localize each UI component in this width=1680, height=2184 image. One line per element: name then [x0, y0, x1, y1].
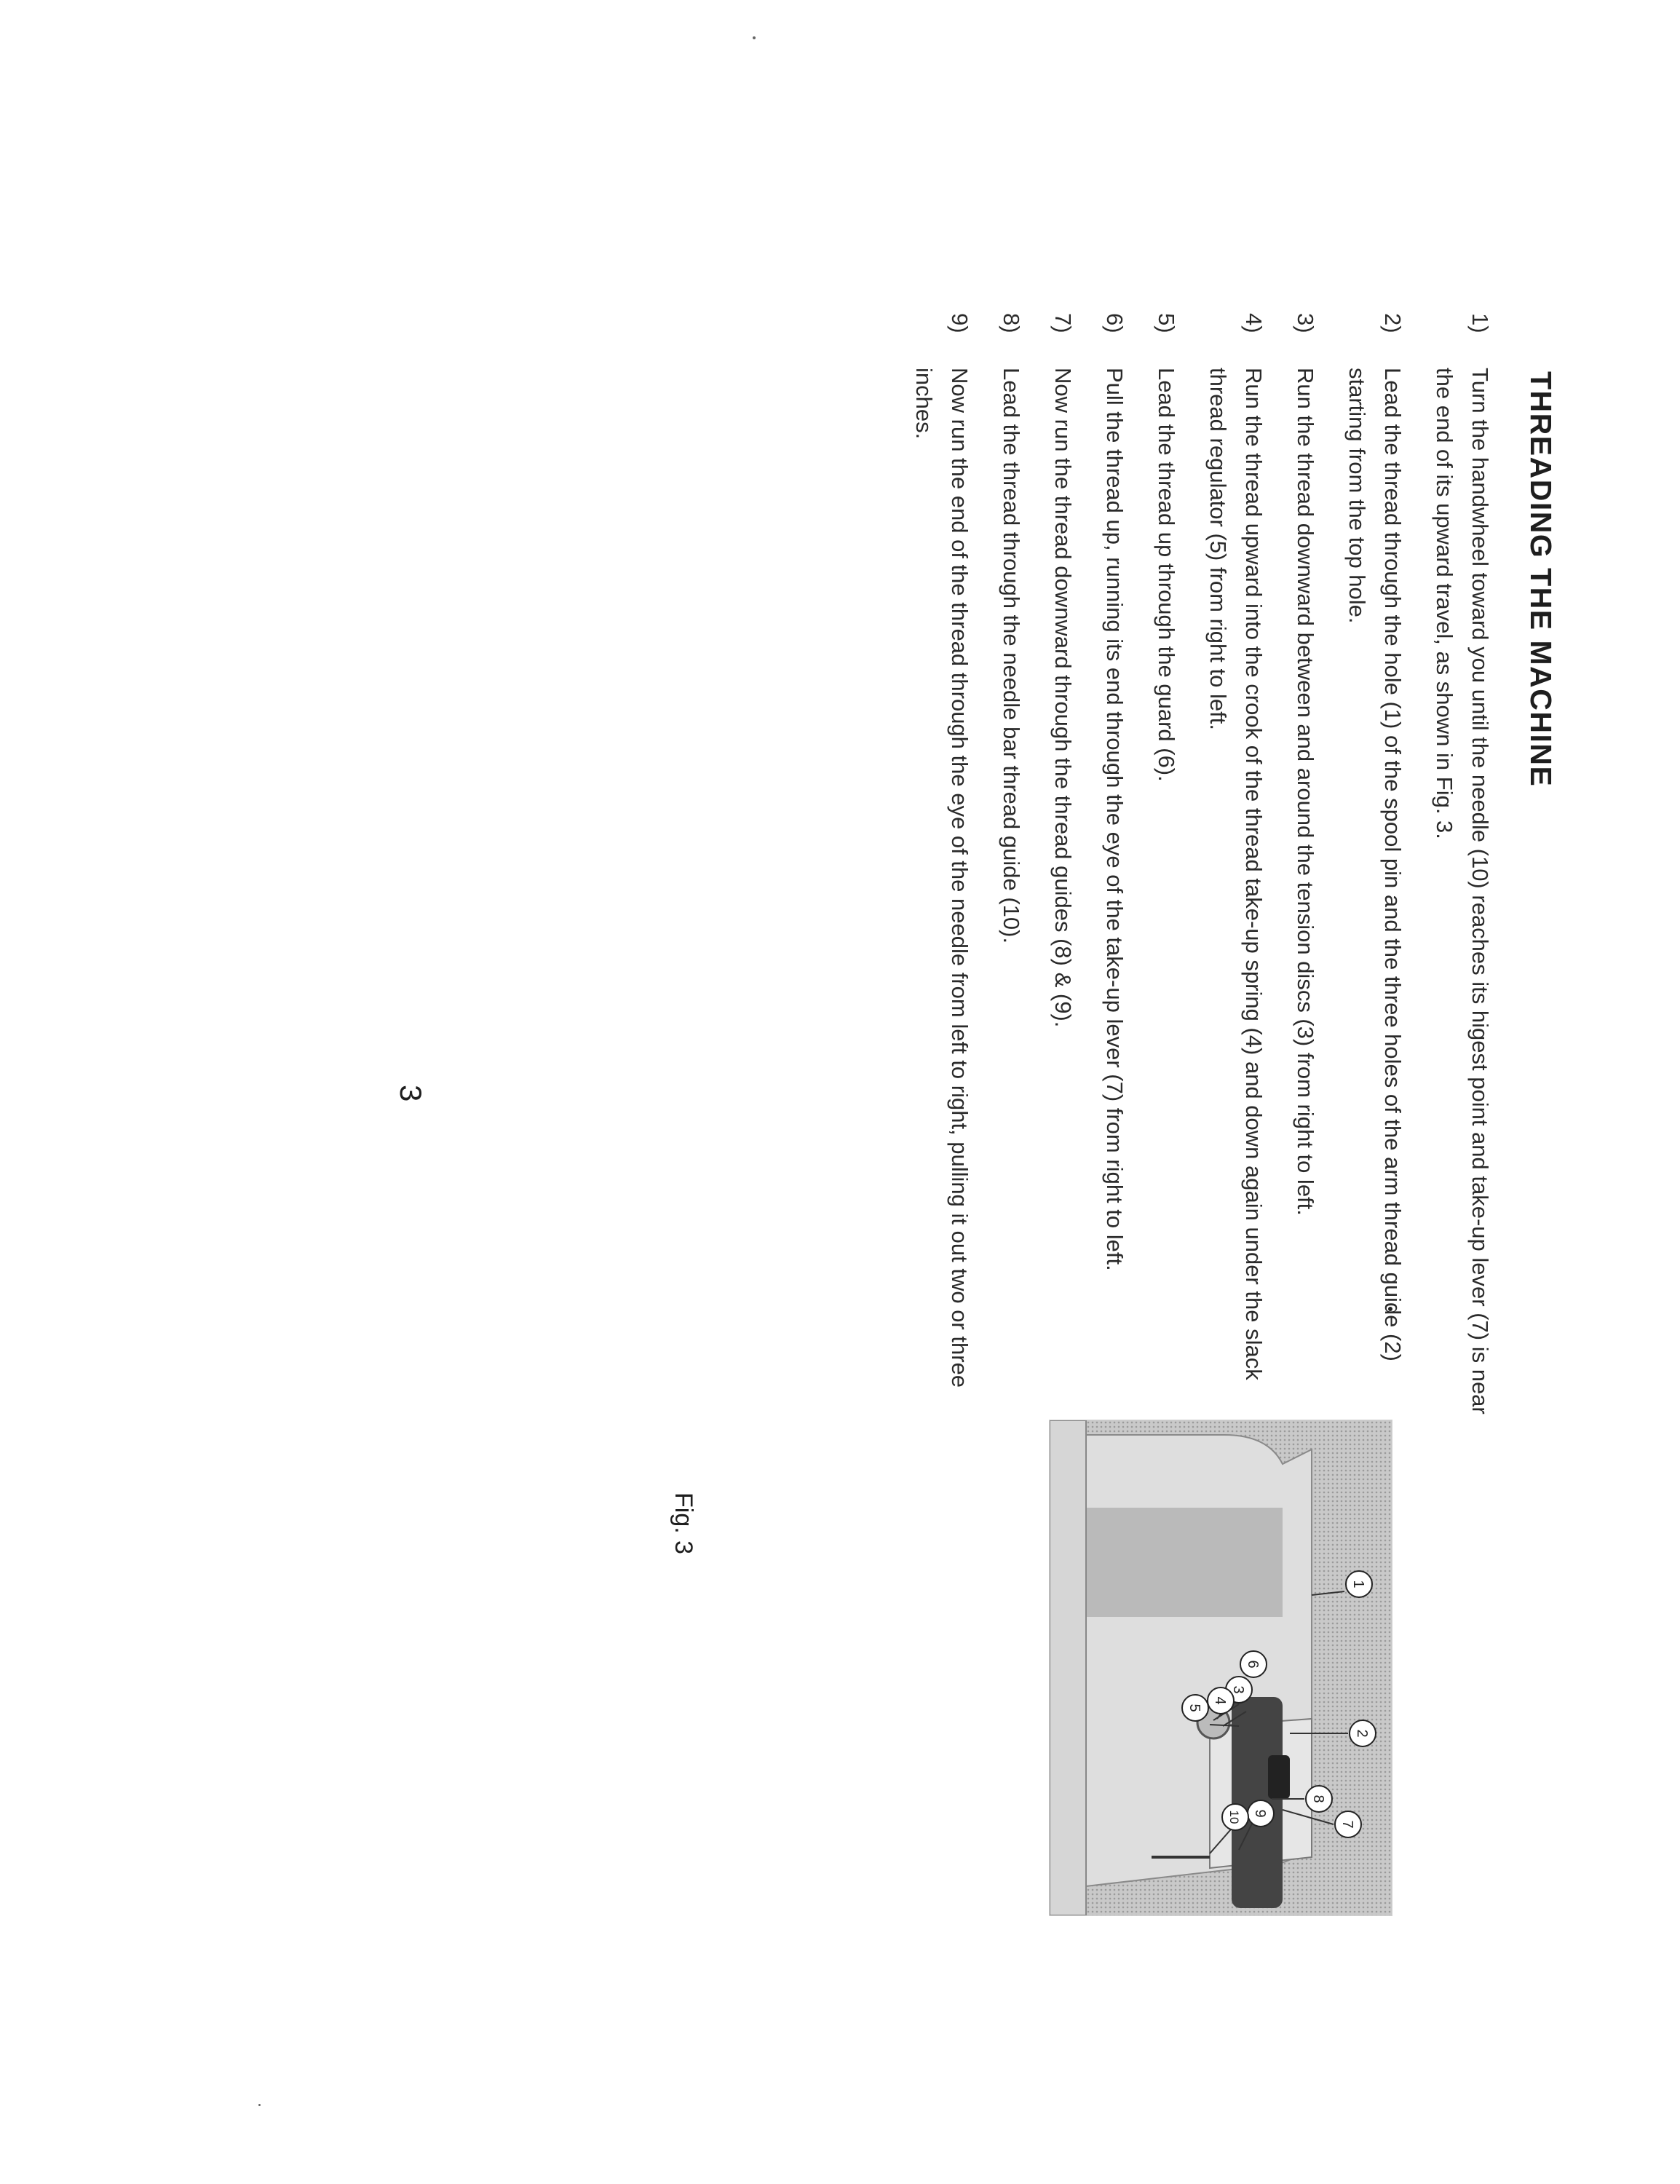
- step-text: Lead the thread through the hole (1) of the spool pin and the three holes of the arm thread guide (2) starting from the top hole.: [1344, 368, 1406, 1361]
- step-number: 6): [1102, 313, 1128, 333]
- callout-5: [1182, 1695, 1208, 1721]
- list-item: [1339, 313, 1411, 1420]
- step-number: 8): [999, 313, 1024, 333]
- callout-2: [1350, 1720, 1376, 1746]
- cover-knob-shape: [1268, 1755, 1290, 1799]
- list-item: [1045, 313, 1081, 1420]
- step-number: 7): [1050, 313, 1076, 333]
- callout-6: [1240, 1651, 1267, 1677]
- scan-speck: [753, 36, 756, 39]
- page-title: THREADING THE MACHINE: [1524, 371, 1558, 788]
- list-item: [994, 313, 1029, 1420]
- leader-line: [1312, 1591, 1344, 1595]
- sewing-machine-photo: [1049, 1420, 1392, 1916]
- callout-10: [1222, 1804, 1248, 1830]
- list-item: [1200, 313, 1272, 1420]
- step-text: Now run the end of the thread through the eye of the needle from left to right, pulling it out two or three inches.: [911, 368, 972, 1388]
- machine-pillar-shape: [1086, 1508, 1283, 1617]
- step-number: 1): [1467, 313, 1493, 333]
- step-text: Run the thread downward between and around the tension discs (3) from right to left.: [1293, 368, 1318, 1216]
- callout-label: 8: [1310, 1795, 1326, 1803]
- step-number: 2): [1380, 313, 1406, 333]
- step-number: 4): [1241, 313, 1267, 333]
- callout-label: 1: [1350, 1580, 1366, 1588]
- step-number: 9): [947, 313, 972, 333]
- callout-label: 6: [1245, 1660, 1261, 1669]
- callout-4: [1208, 1688, 1234, 1714]
- step-text: Lead the thread through the needle bar thread guide (10).: [999, 368, 1024, 944]
- step-number: 3): [1293, 313, 1318, 333]
- list-item: [906, 313, 978, 1420]
- callout-label: 10: [1227, 1810, 1241, 1824]
- callout-label: 4: [1212, 1696, 1228, 1705]
- step-text: Lead the thread up through the guard (6).: [1154, 368, 1179, 782]
- list-item: [1288, 313, 1323, 1420]
- callout-7: [1335, 1811, 1361, 1837]
- list-item: [1427, 313, 1498, 1420]
- machine-bed-shape: [1050, 1420, 1086, 1915]
- list-item: [1149, 313, 1184, 1420]
- step-text: Now run the thread downward through the thread guides (8) & (9).: [1050, 368, 1076, 1028]
- step-number: 5): [1154, 313, 1179, 333]
- callout-8: [1306, 1786, 1332, 1812]
- step-text: Turn the handwheel toward you until the needle (10) reaches its higest point and take-up lever (7) is near the end of its upward travel, as shown in Fig. 3.: [1432, 368, 1493, 1415]
- callout-label: 2: [1354, 1729, 1370, 1738]
- callout-label: 3: [1230, 1685, 1246, 1694]
- callout-label: 5: [1186, 1704, 1202, 1712]
- callout-label: 9: [1252, 1809, 1268, 1818]
- step-text: Run the thread upward into the crook of the thread take-up spring (4) and down again under the slack thread regulator (5) from right to left.: [1205, 368, 1267, 1380]
- callout-9: [1248, 1800, 1274, 1827]
- machine-illustration: [1050, 1420, 1392, 1915]
- page-number: 3: [394, 1085, 428, 1102]
- callout-1: [1346, 1571, 1372, 1597]
- callout-label: 7: [1339, 1820, 1355, 1829]
- scan-speck: [258, 2104, 261, 2106]
- step-text: Pull the thread up, running its end through the eye of the take-up lever (7) from right to left.: [1102, 368, 1128, 1271]
- threading-steps-list: [890, 313, 1498, 1420]
- list-item: [1097, 313, 1133, 1420]
- figure-caption: Fig. 3: [670, 1492, 697, 1555]
